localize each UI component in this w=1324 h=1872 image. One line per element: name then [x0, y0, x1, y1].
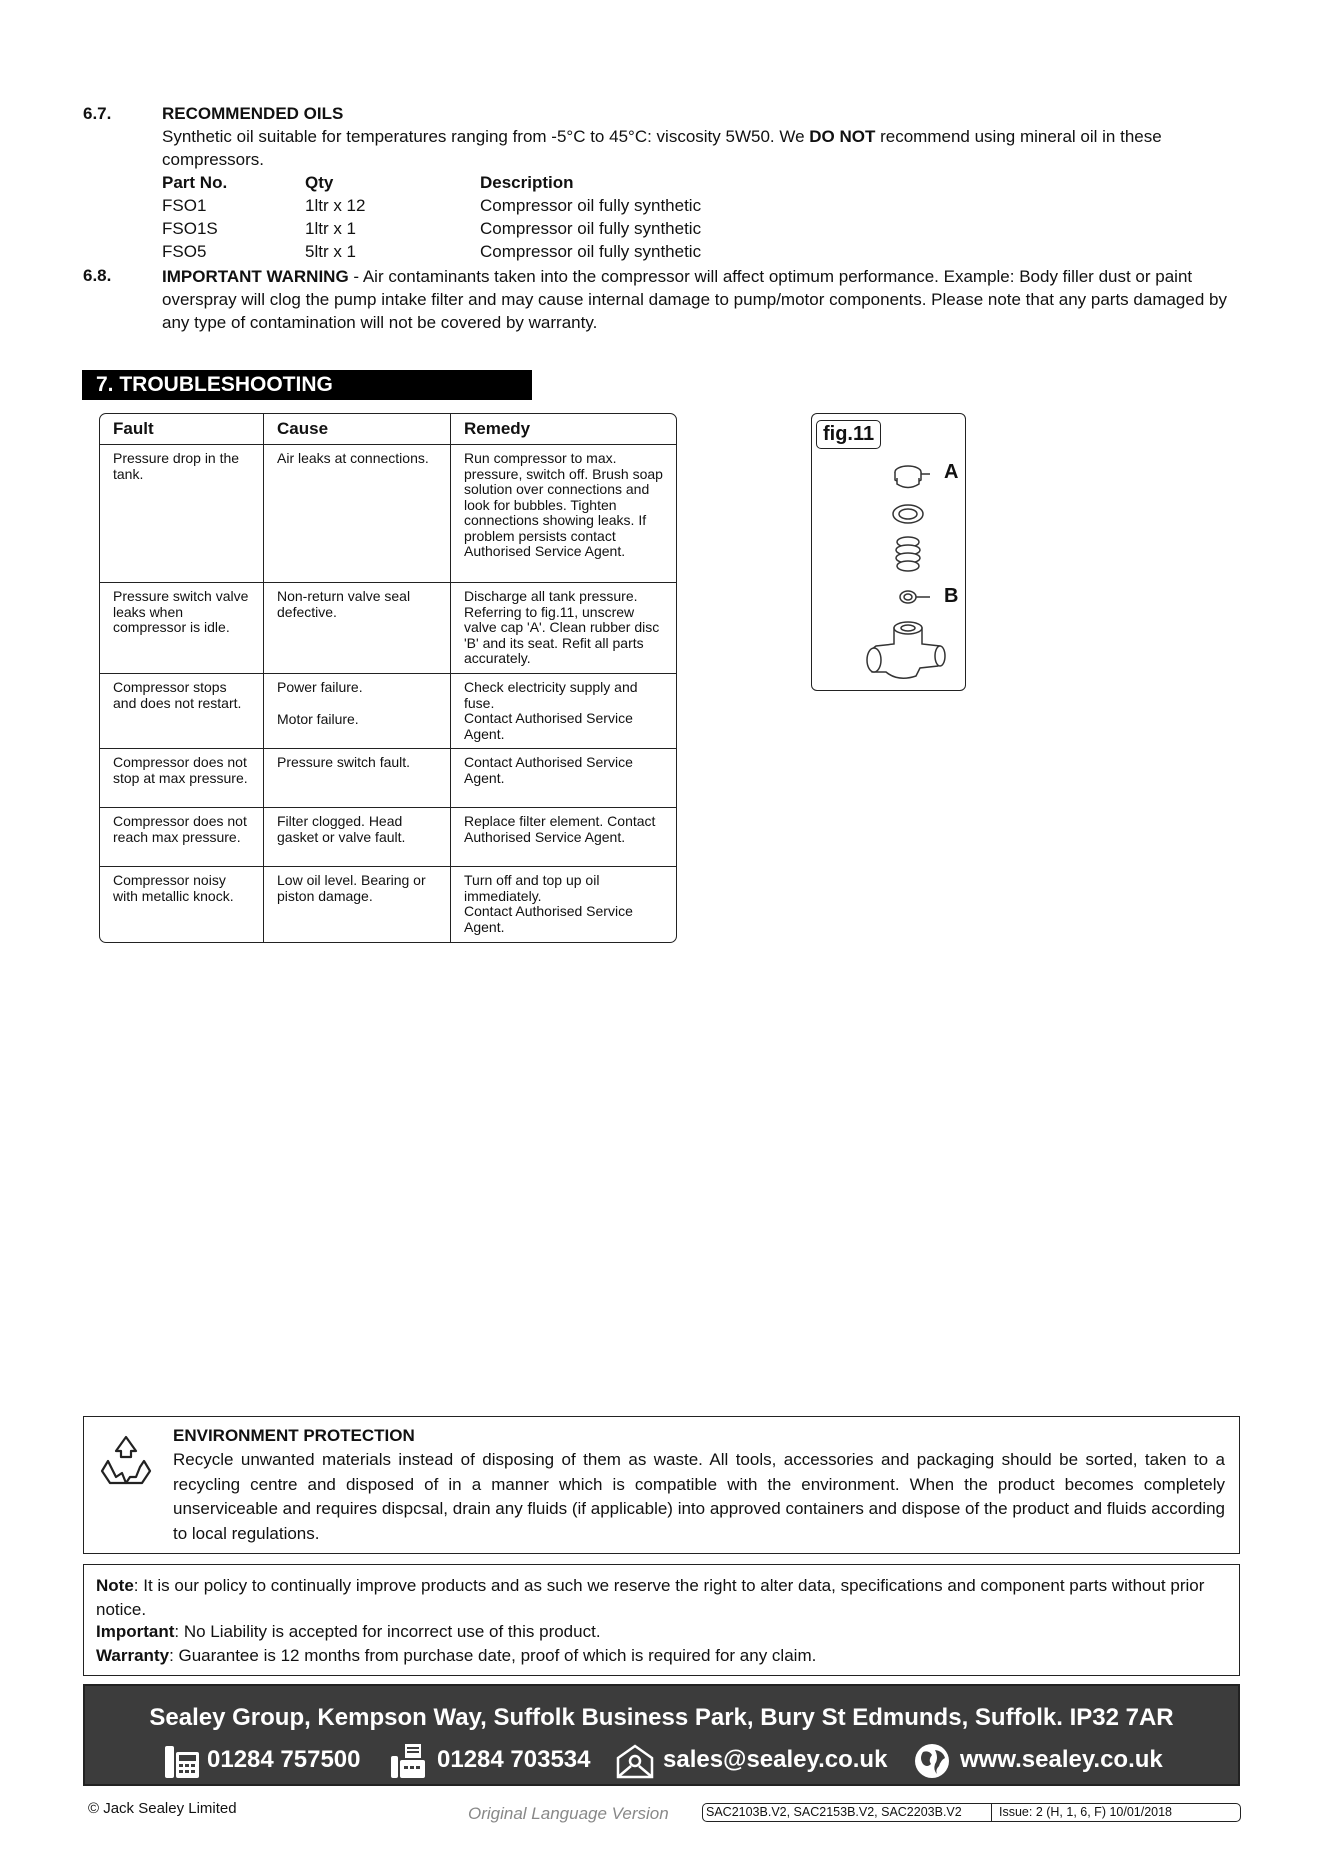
- troubleshooting-banner: 7. TROUBLESHOOTING: [82, 370, 532, 400]
- notes-box: [83, 1564, 1240, 1676]
- note-label: Note: [96, 1576, 134, 1595]
- footer-contact-bar: [83, 1684, 1240, 1786]
- important-warning-title: IMPORTANT WARNING: [162, 267, 349, 286]
- table-row: [100, 445, 676, 583]
- warranty-paragraph: Warranty: Guarantee is 12 months from purchase date, proof of which is required for any claim.: [96, 1646, 817, 1665]
- part-a-label: A: [944, 461, 959, 483]
- header-description: Description: [480, 173, 574, 192]
- fault-cell: Compressor noisy with metallic knock.: [113, 872, 234, 904]
- company-address: Sealey Group, Kempson Way, Suffolk Business Park, Bury St Edmunds, Suffolk. IP32 7AR: [149, 1704, 1174, 1731]
- issue-info: Issue: 2 (H, 1, 6, F) 10/01/2018: [999, 1805, 1173, 1819]
- cause-cell: Air leaks at connections.: [263, 445, 450, 583]
- remedy-line: Contact Authorised Service Agent.: [464, 710, 633, 742]
- important-label: Important: [96, 1622, 175, 1641]
- fault-cell: Compressor does not stop at max pressure.: [100, 749, 263, 808]
- qty: 1ltr x 12: [305, 196, 366, 215]
- important-warning-text: IMPORTANT WARNING - Air contaminants taken into the compressor will affect optimum performance. Example: Body filler dust or paint overspray will clog the pump intake filter and may cause internal damage to pump/motor components. Please note that any parts damaged by any type of contamination will not be covered by warranty.: [162, 267, 1227, 332]
- remedy-line: Turn off and top up oil immediately.: [464, 872, 600, 904]
- header-fault: Fault: [100, 414, 263, 445]
- description: Compressor oil fully synthetic: [480, 242, 702, 261]
- important-paragraph: Important: No Liability is accepted for incorrect use of this product.: [96, 1622, 601, 1641]
- website: www.sealey.co.uk: [960, 1746, 1163, 1773]
- divider: [991, 1803, 992, 1821]
- header-qty: Qty: [305, 173, 334, 192]
- cause-line: Power failure.: [277, 679, 363, 695]
- note-paragraph: Note: It is our policy to continually improve products and as such we reserve the right to alter data, specifications and component parts without prior notice.: [96, 1576, 1205, 1619]
- description: Compressor oil fully synthetic: [480, 196, 702, 215]
- environment-protection-box: [83, 1416, 1240, 1554]
- fault-cell: Pressure switch valve leaks when compressor is idle.: [100, 583, 263, 674]
- valve-exploded-diagram: [812, 414, 964, 688]
- figure-11: [811, 413, 966, 691]
- header-remedy: Remedy: [450, 414, 676, 445]
- fax-icon: [389, 1742, 427, 1785]
- section-number-6-7: 6.7.: [83, 104, 112, 123]
- warranty-label: Warranty: [96, 1646, 170, 1665]
- part-no: FSO5: [162, 242, 207, 261]
- remedy-cell: [450, 867, 676, 942]
- figure-label: fig.11: [816, 420, 881, 449]
- environment-title: ENVIRONMENT PROTECTION: [173, 1426, 415, 1445]
- part-no: FSO1: [162, 196, 207, 215]
- remedy-cell: Discharge all tank pressure. Referring to fig.11, unscrew valve cap 'A'. Clean rubber disc 'B' and its seat. Refit all parts accurately.: [450, 583, 676, 674]
- troubleshooting-table: [99, 413, 677, 943]
- phone-number: 01284 757500: [207, 1746, 361, 1773]
- cause-cell: Pressure switch fault.: [263, 749, 450, 808]
- cause-cell: Low oil level. Bearing or piston damage.: [263, 867, 450, 942]
- table-row: [100, 749, 676, 808]
- description: Compressor oil fully synthetic: [480, 219, 702, 238]
- recycle-icon: [96, 1433, 156, 1494]
- table-row: [100, 583, 676, 674]
- section-number-6-8: 6.8.: [83, 266, 112, 285]
- header-part-no: Part No.: [162, 173, 228, 192]
- table-row: [100, 808, 676, 867]
- cause-cell: Non-return valve seal defective.: [263, 583, 450, 674]
- remedy-cell: Contact Authorised Service Agent.: [450, 749, 676, 808]
- cause-cell: Filter clogged. Head gasket or valve fault.: [263, 808, 450, 867]
- email-address: sales@sealey.co.uk: [663, 1746, 888, 1773]
- qty: 5ltr x 1: [305, 242, 357, 261]
- language-version: Original Language Version: [468, 1804, 669, 1823]
- remedy-cell: Run compressor to max. pressure, switch off. Brush soap solution over connections and look for bubbles. Tighten connections showing leaks. If problem persists contact Authorised Service Agent.: [450, 445, 676, 583]
- part-b-label: B: [944, 585, 959, 607]
- copyright: © Jack Sealey Limited: [88, 1800, 237, 1817]
- header-cause: Cause: [263, 414, 450, 445]
- fault-cell: Compressor does not reach max pressure.: [100, 808, 263, 867]
- cause-line: Motor failure.: [277, 710, 359, 727]
- email-icon: [615, 1742, 655, 1785]
- remedy-line: Contact Authorised Service Agent.: [464, 903, 633, 935]
- remedy-cell: [450, 674, 676, 749]
- fax-number: 01284 703534: [437, 1746, 591, 1773]
- qty: 1ltr x 1: [305, 219, 357, 238]
- phone-icon: [163, 1742, 201, 1785]
- fault-cell: Pressure drop in the tank.: [100, 445, 263, 583]
- remedy-line: Check electricity supply and fuse.: [464, 679, 638, 711]
- section-title-recommended-oils: RECOMMENDED OILS: [162, 104, 344, 123]
- table-row: [100, 867, 676, 942]
- oils-description: Synthetic oil suitable for temperatures ranging from -5°C to 45°C: viscosity 5W50. We DO NOT recommend using mineral oil in these compressors.: [162, 127, 1162, 169]
- environment-text: Recycle unwanted materials instead of disposing of them as waste. All tools, accessories and packaging should be sorted, taken to a recycling centre and disposed of in a manner which is compatible with the environment. When the product becomes completely unserviceable and requires dispcsal, drain any fluids (if applicable) into approved containers and dispose of the product and fluids according to local regulations.: [173, 1450, 1225, 1543]
- model-numbers: SAC2103B.V2, SAC2153B.V2, SAC2203B.V2: [706, 1805, 962, 1819]
- fault-cell: Compressor stops and does not restart.: [100, 674, 263, 749]
- table-row: [100, 674, 676, 749]
- remedy-cell: Replace filter element. Contact Authorised Service Agent.: [450, 808, 676, 867]
- globe-icon: [913, 1742, 951, 1785]
- model-issue-box: [702, 1803, 1241, 1822]
- part-no: FSO1S: [162, 219, 218, 238]
- cause-cell: [263, 674, 450, 749]
